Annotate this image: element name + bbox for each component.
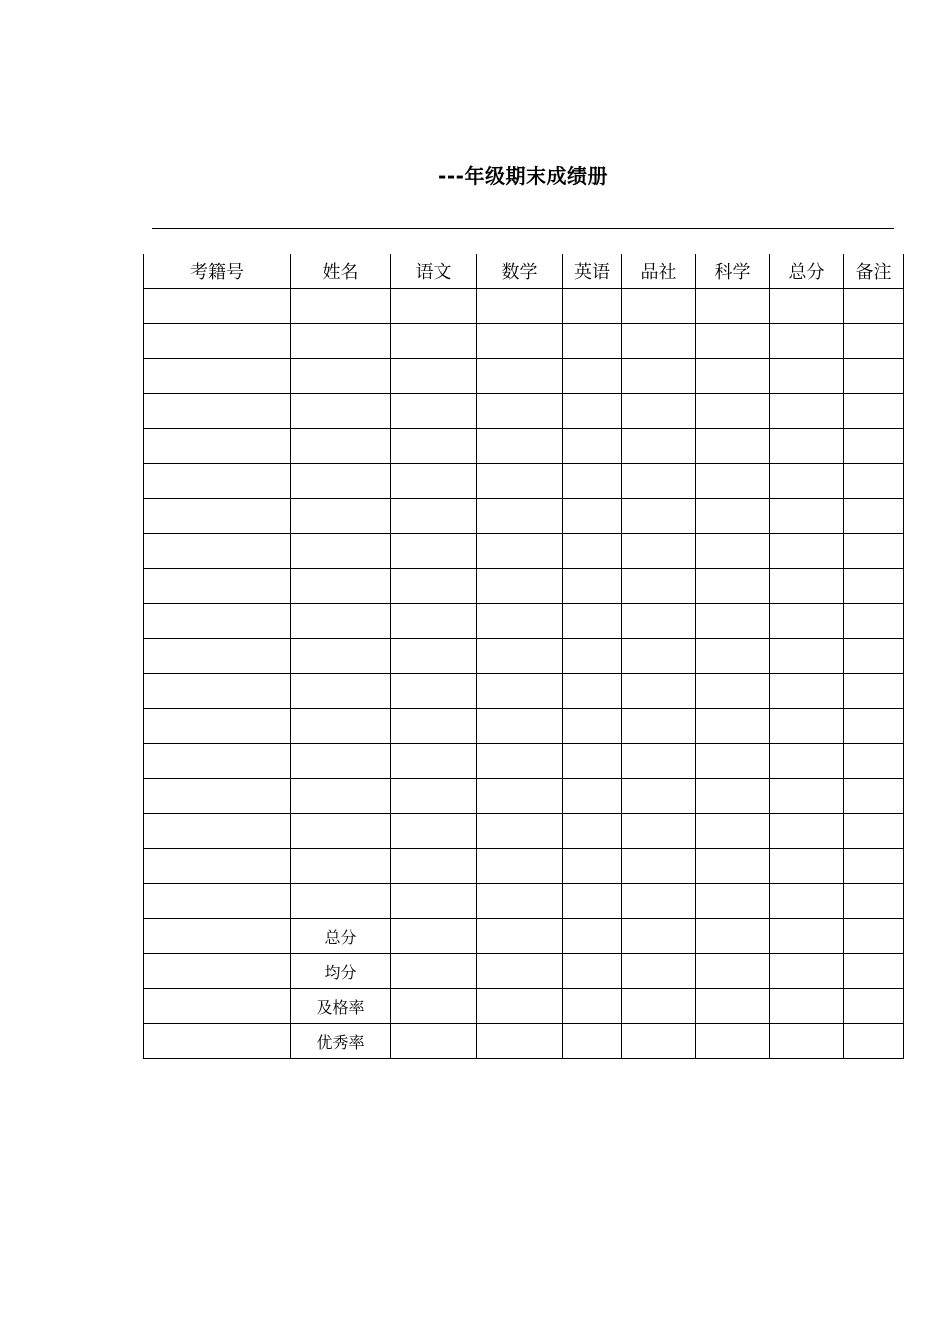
cell-remarks [844,884,904,919]
cell-morality-society [622,464,696,499]
cell-exam-id [144,359,291,394]
cell-english [563,674,622,709]
cell-exam-id [144,989,291,1024]
cell-science [696,569,770,604]
cell-english [563,604,622,639]
cell-exam-id [144,814,291,849]
cell-math [477,884,563,919]
table-row [144,499,904,534]
cell-total [770,849,844,884]
cell-total [770,534,844,569]
cell-morality-society [622,429,696,464]
cell-exam-id [144,884,291,919]
cell-chinese [391,394,477,429]
cell-remarks [844,499,904,534]
cell-exam-id [144,674,291,709]
cell-english [563,394,622,429]
cell-chinese [391,639,477,674]
cell-exam-id [144,744,291,779]
cell-morality-society [622,534,696,569]
cell-total [770,499,844,534]
cell-total [770,884,844,919]
cell-science [696,639,770,674]
cell-total [770,814,844,849]
cell-exam-id [144,394,291,429]
cell-morality-society [622,289,696,324]
cell-exam-id [144,569,291,604]
cell-science [696,464,770,499]
cell-remarks [844,464,904,499]
cell-remarks [844,954,904,989]
cell-total [770,989,844,1024]
table-row [144,359,904,394]
cell-name [291,639,391,674]
cell-math [477,919,563,954]
table-row [144,289,904,324]
header-chinese: 语文 [391,254,477,289]
cell-english [563,709,622,744]
table-row [144,639,904,674]
cell-exam-id [144,464,291,499]
cell-english [563,429,622,464]
cell-exam-id [144,849,291,884]
cell-math [477,569,563,604]
cell-morality-society [622,709,696,744]
cell-science [696,394,770,429]
cell-morality-society [622,639,696,674]
cell-english [563,779,622,814]
cell-math [477,1024,563,1059]
summary-row [144,954,904,989]
cell-total [770,639,844,674]
cell-total [770,569,844,604]
cell-remarks [844,674,904,709]
cell-remarks [844,919,904,954]
cell-chinese [391,849,477,884]
cell-morality-society [622,919,696,954]
cell-english [563,569,622,604]
cell-chinese [391,744,477,779]
cell-total [770,674,844,709]
cell-math [477,849,563,884]
cell-chinese [391,779,477,814]
cell-total [770,954,844,989]
cell-name [291,884,391,919]
cell-chinese [391,569,477,604]
cell-science [696,779,770,814]
cell-science [696,989,770,1024]
cell-total [770,429,844,464]
table-row [144,604,904,639]
cell-name [291,394,391,429]
grades-table [143,254,904,1059]
cell-name [291,674,391,709]
cell-chinese [391,674,477,709]
cell-chinese [391,289,477,324]
cell-english [563,1024,622,1059]
cell-chinese [391,324,477,359]
cell-math [477,359,563,394]
cell-morality-society [622,849,696,884]
cell-english [563,464,622,499]
cell-science [696,919,770,954]
cell-english [563,499,622,534]
document-title: ---年级期末成绩册 [438,164,608,188]
cell-science [696,849,770,884]
cell-total [770,1024,844,1059]
cell-english [563,884,622,919]
cell-science [696,604,770,639]
cell-remarks [844,1024,904,1059]
summary-label: 及格率 [291,989,391,1024]
cell-name [291,464,391,499]
cell-remarks [844,849,904,884]
cell-total [770,919,844,954]
cell-exam-id [144,919,291,954]
cell-remarks [844,814,904,849]
cell-chinese [391,884,477,919]
cell-exam-id [144,639,291,674]
cell-remarks [844,639,904,674]
cell-name [291,814,391,849]
table-row [144,814,904,849]
cell-math [477,709,563,744]
cell-exam-id [144,1024,291,1059]
cell-math [477,779,563,814]
cell-morality-society [622,1024,696,1059]
cell-name [291,499,391,534]
cell-exam-id [144,429,291,464]
cell-science [696,744,770,779]
cell-math [477,674,563,709]
cell-science [696,1024,770,1059]
cell-morality-society [622,674,696,709]
cell-english [563,849,622,884]
header-science: 科学 [696,254,770,289]
cell-name [291,849,391,884]
cell-exam-id [144,709,291,744]
cell-name [291,709,391,744]
cell-remarks [844,569,904,604]
cell-remarks [844,534,904,569]
cell-name [291,534,391,569]
cell-morality-society [622,954,696,989]
cell-math [477,499,563,534]
header-math: 数学 [477,254,563,289]
cell-total [770,744,844,779]
summary-label: 均分 [291,954,391,989]
cell-exam-id [144,289,291,324]
cell-exam-id [144,324,291,359]
cell-math [477,989,563,1024]
header-total: 总分 [770,254,844,289]
cell-remarks [844,744,904,779]
cell-remarks [844,429,904,464]
title-divider [152,228,894,229]
cell-name [291,569,391,604]
cell-science [696,709,770,744]
cell-morality-society [622,324,696,359]
cell-morality-society [622,359,696,394]
cell-english [563,324,622,359]
cell-science [696,289,770,324]
cell-chinese [391,499,477,534]
table-row [144,884,904,919]
table-row [144,709,904,744]
cell-english [563,744,622,779]
cell-english [563,814,622,849]
cell-name [291,289,391,324]
cell-math [477,534,563,569]
cell-name [291,359,391,394]
cell-total [770,289,844,324]
cell-science [696,884,770,919]
table-row [144,569,904,604]
cell-exam-id [144,604,291,639]
cell-total [770,324,844,359]
header-english: 英语 [563,254,622,289]
cell-english [563,919,622,954]
cell-morality-society [622,569,696,604]
cell-morality-society [622,394,696,429]
cell-english [563,989,622,1024]
cell-morality-society [622,814,696,849]
summary-row [144,989,904,1024]
header-morality-society: 品社 [622,254,696,289]
cell-chinese [391,1024,477,1059]
cell-remarks [844,709,904,744]
cell-exam-id [144,534,291,569]
cell-chinese [391,814,477,849]
cell-math [477,324,563,359]
cell-chinese [391,604,477,639]
table-row [144,674,904,709]
cell-science [696,814,770,849]
cell-science [696,359,770,394]
cell-name [291,604,391,639]
cell-math [477,639,563,674]
header-remarks: 备注 [844,254,904,289]
cell-morality-society [622,604,696,639]
cell-total [770,359,844,394]
summary-label: 总分 [291,919,391,954]
cell-remarks [844,359,904,394]
table-row [144,394,904,429]
cell-remarks [844,779,904,814]
cell-morality-society [622,499,696,534]
cell-total [770,394,844,429]
cell-science [696,674,770,709]
cell-math [477,604,563,639]
cell-exam-id [144,954,291,989]
cell-english [563,639,622,674]
table-row [144,534,904,569]
header-name: 姓名 [291,254,391,289]
cell-science [696,429,770,464]
cell-morality-society [622,744,696,779]
cell-morality-society [622,779,696,814]
cell-math [477,394,563,429]
cell-chinese [391,359,477,394]
cell-science [696,499,770,534]
cell-math [477,954,563,989]
cell-name [291,429,391,464]
table-row [144,779,904,814]
cell-science [696,954,770,989]
cell-chinese [391,464,477,499]
cell-math [477,464,563,499]
cell-morality-society [622,884,696,919]
cell-remarks [844,604,904,639]
cell-english [563,289,622,324]
summary-row [144,1024,904,1059]
cell-morality-society [622,989,696,1024]
cell-total [770,709,844,744]
cell-chinese [391,429,477,464]
table-row [144,744,904,779]
cell-name [291,324,391,359]
table-row [144,429,904,464]
cell-math [477,744,563,779]
cell-total [770,464,844,499]
cell-english [563,954,622,989]
header-row [144,254,904,289]
cell-science [696,324,770,359]
cell-exam-id [144,779,291,814]
cell-remarks [844,394,904,429]
cell-total [770,779,844,814]
cell-chinese [391,709,477,744]
cell-remarks [844,289,904,324]
cell-chinese [391,989,477,1024]
cell-chinese [391,954,477,989]
cell-math [477,814,563,849]
summary-label: 优秀率 [291,1024,391,1059]
cell-english [563,534,622,569]
cell-exam-id [144,499,291,534]
cell-name [291,779,391,814]
cell-science [696,534,770,569]
cell-chinese [391,534,477,569]
cell-remarks [844,989,904,1024]
table-row [144,849,904,884]
table-row [144,324,904,359]
summary-row [144,919,904,954]
cell-name [291,744,391,779]
cell-english [563,359,622,394]
cell-math [477,429,563,464]
cell-math [477,289,563,324]
cell-chinese [391,919,477,954]
header-exam-id: 考籍号 [144,254,291,289]
cell-total [770,604,844,639]
table-row [144,464,904,499]
cell-remarks [844,324,904,359]
